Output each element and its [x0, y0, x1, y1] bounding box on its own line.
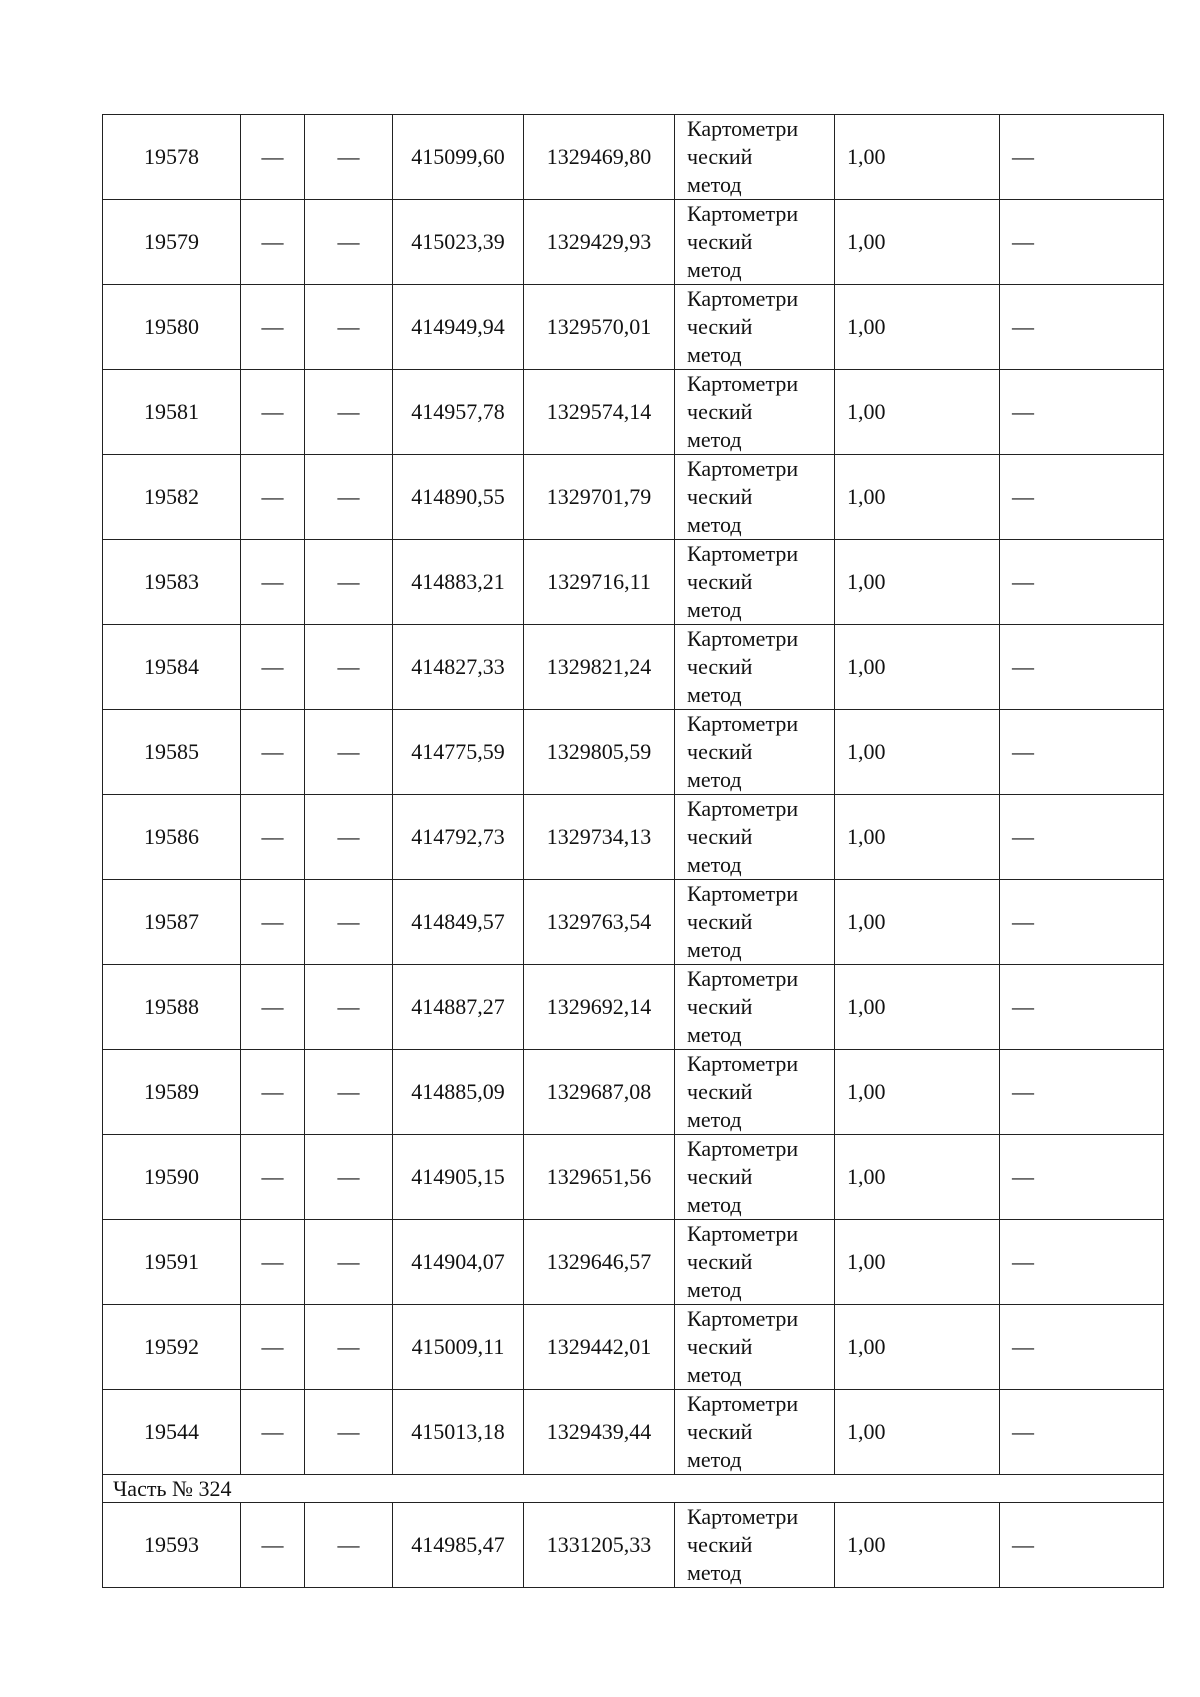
y-coordinate-cell: 1329651,56	[524, 1135, 675, 1220]
x-coordinate-cell: 414792,73	[393, 795, 524, 880]
empty-dash-cell: —	[1000, 285, 1164, 370]
table-row	[103, 1135, 1164, 1220]
method-text-line: Картометри	[687, 1051, 799, 1076]
method-cell	[675, 1390, 835, 1475]
method-cell	[675, 625, 835, 710]
method-text-line: Картометри	[687, 881, 799, 906]
x-coordinate-cell: 414949,94	[393, 285, 524, 370]
point-number-cell: 19592	[103, 1305, 241, 1390]
table-row	[103, 1503, 1164, 1588]
empty-dash-cell: —	[241, 1220, 305, 1305]
empty-dash-cell: —	[241, 965, 305, 1050]
x-coordinate-cell: 414775,59	[393, 710, 524, 795]
empty-dash-cell: —	[241, 540, 305, 625]
empty-dash-cell: —	[1000, 115, 1164, 200]
point-number-cell: 19579	[103, 200, 241, 285]
empty-dash-cell: —	[305, 625, 393, 710]
method-text-line: метод	[687, 937, 742, 962]
method-text-line: метод	[687, 597, 742, 622]
y-coordinate-cell: 1329692,14	[524, 965, 675, 1050]
method-text-line: метод	[687, 1107, 742, 1132]
empty-dash-cell: —	[241, 370, 305, 455]
x-coordinate-cell: 414887,27	[393, 965, 524, 1050]
empty-dash-cell: —	[305, 370, 393, 455]
table-row	[103, 710, 1164, 795]
method-text-line: ческий	[687, 144, 753, 169]
empty-dash-cell: —	[305, 1135, 393, 1220]
y-coordinate-cell: 1329442,01	[524, 1305, 675, 1390]
y-coordinate-cell: 1329469,80	[524, 115, 675, 200]
method-cell	[675, 795, 835, 880]
method-text-line: ческий	[687, 739, 753, 764]
empty-dash-cell: —	[305, 1305, 393, 1390]
empty-dash-cell: —	[1000, 1220, 1164, 1305]
y-coordinate-cell: 1329805,59	[524, 710, 675, 795]
point-number-cell: 19585	[103, 710, 241, 795]
empty-dash-cell: —	[1000, 795, 1164, 880]
x-coordinate-cell: 414890,55	[393, 455, 524, 540]
x-coordinate-cell: 415009,11	[393, 1305, 524, 1390]
empty-dash-cell: —	[241, 1135, 305, 1220]
method-text-line: ческий	[687, 824, 753, 849]
empty-dash-cell: —	[305, 1390, 393, 1475]
method-cell	[675, 1135, 835, 1220]
empty-dash-cell: —	[1000, 880, 1164, 965]
point-number-cell: 19591	[103, 1220, 241, 1305]
method-text-line: Картометри	[687, 541, 799, 566]
point-number-cell: 19544	[103, 1390, 241, 1475]
point-number-cell: 19590	[103, 1135, 241, 1220]
table-row	[103, 200, 1164, 285]
x-coordinate-cell: 415013,18	[393, 1390, 524, 1475]
precision-cell: 1,00	[835, 795, 1000, 880]
method-text-line: ческий	[687, 1249, 753, 1274]
point-number-cell: 19586	[103, 795, 241, 880]
method-cell	[675, 1305, 835, 1390]
empty-dash-cell: —	[241, 1305, 305, 1390]
method-text-line: Картометри	[687, 1504, 799, 1529]
precision-cell: 1,00	[835, 965, 1000, 1050]
method-text-line: ческий	[687, 1334, 753, 1359]
method-text-line: ческий	[687, 314, 753, 339]
method-text-line: Картометри	[687, 1306, 799, 1331]
method-text-line: метод	[687, 257, 742, 282]
empty-dash-cell: —	[241, 1390, 305, 1475]
empty-dash-cell: —	[1000, 1135, 1164, 1220]
method-text-line: метод	[687, 512, 742, 537]
method-text-line: метод	[687, 852, 742, 877]
y-coordinate-cell: 1329687,08	[524, 1050, 675, 1135]
method-text-line: метод	[687, 1192, 742, 1217]
x-coordinate-cell: 414883,21	[393, 540, 524, 625]
x-coordinate-cell: 414885,09	[393, 1050, 524, 1135]
precision-cell: 1,00	[835, 540, 1000, 625]
table-row	[103, 1305, 1164, 1390]
precision-cell: 1,00	[835, 710, 1000, 795]
method-text-line: метод	[687, 1560, 742, 1585]
empty-dash-cell: —	[305, 1220, 393, 1305]
x-coordinate-cell: 414905,15	[393, 1135, 524, 1220]
precision-cell: 1,00	[835, 1135, 1000, 1220]
point-number-cell: 19582	[103, 455, 241, 540]
table-row	[103, 965, 1164, 1050]
empty-dash-cell: —	[305, 880, 393, 965]
empty-dash-cell: —	[241, 1050, 305, 1135]
method-cell	[675, 880, 835, 965]
x-coordinate-cell: 414985,47	[393, 1503, 524, 1588]
empty-dash-cell: —	[1000, 200, 1164, 285]
y-coordinate-cell: 1329821,24	[524, 625, 675, 710]
y-coordinate-cell: 1329701,79	[524, 455, 675, 540]
empty-dash-cell: —	[305, 710, 393, 795]
table-body	[103, 115, 1164, 1588]
method-text-line: метод	[687, 1362, 742, 1387]
table-row	[103, 1050, 1164, 1135]
method-text-line: ческий	[687, 399, 753, 424]
empty-dash-cell: —	[305, 115, 393, 200]
x-coordinate-cell: 415099,60	[393, 115, 524, 200]
method-cell	[675, 710, 835, 795]
empty-dash-cell: —	[1000, 1390, 1164, 1475]
method-cell	[675, 200, 835, 285]
method-text-line: ческий	[687, 1419, 753, 1444]
method-text-line: ческий	[687, 1532, 753, 1557]
precision-cell: 1,00	[835, 1503, 1000, 1588]
point-number-cell: 19588	[103, 965, 241, 1050]
method-text-line: Картометри	[687, 1391, 799, 1416]
empty-dash-cell: —	[241, 455, 305, 540]
precision-cell: 1,00	[835, 285, 1000, 370]
empty-dash-cell: —	[241, 880, 305, 965]
y-coordinate-cell: 1329574,14	[524, 370, 675, 455]
method-text-line: Картометри	[687, 456, 799, 481]
method-text-line: метод	[687, 1022, 742, 1047]
method-text-line: Картометри	[687, 796, 799, 821]
method-cell	[675, 1503, 835, 1588]
point-number-cell: 19587	[103, 880, 241, 965]
empty-dash-cell: —	[305, 795, 393, 880]
precision-cell: 1,00	[835, 370, 1000, 455]
table-row	[103, 1220, 1164, 1305]
table-row	[103, 540, 1164, 625]
method-text-line: метод	[687, 172, 742, 197]
x-coordinate-cell: 414849,57	[393, 880, 524, 965]
method-text-line: Картометри	[687, 626, 799, 651]
method-text-line: ческий	[687, 909, 753, 934]
precision-cell: 1,00	[835, 200, 1000, 285]
y-coordinate-cell: 1329429,93	[524, 200, 675, 285]
table-row	[103, 795, 1164, 880]
method-cell	[675, 370, 835, 455]
method-text-line: Картометри	[687, 371, 799, 396]
empty-dash-cell: —	[305, 1050, 393, 1135]
empty-dash-cell: —	[305, 455, 393, 540]
point-number-cell: 19580	[103, 285, 241, 370]
method-text-line: ческий	[687, 484, 753, 509]
method-cell	[675, 455, 835, 540]
method-text-line: Картометри	[687, 1221, 799, 1246]
point-number-cell: 19589	[103, 1050, 241, 1135]
method-cell	[675, 1050, 835, 1135]
method-text-line: Картометри	[687, 966, 799, 991]
empty-dash-cell: —	[241, 1503, 305, 1588]
method-text-line: метод	[687, 1447, 742, 1472]
precision-cell: 1,00	[835, 625, 1000, 710]
method-text-line: ческий	[687, 654, 753, 679]
empty-dash-cell: —	[305, 1503, 393, 1588]
empty-dash-cell: —	[241, 200, 305, 285]
table-row	[103, 115, 1164, 200]
y-coordinate-cell: 1329716,11	[524, 540, 675, 625]
empty-dash-cell: —	[1000, 1305, 1164, 1390]
y-coordinate-cell: 1329734,13	[524, 795, 675, 880]
point-number-cell: 19583	[103, 540, 241, 625]
empty-dash-cell: —	[1000, 370, 1164, 455]
empty-dash-cell: —	[305, 965, 393, 1050]
point-number-cell: 19578	[103, 115, 241, 200]
empty-dash-cell: —	[241, 795, 305, 880]
table-row	[103, 880, 1164, 965]
table-row	[103, 1390, 1164, 1475]
method-text-line: ческий	[687, 1164, 753, 1189]
method-text-line: метод	[687, 342, 742, 367]
method-text-line: метод	[687, 427, 742, 452]
method-text-line: ческий	[687, 994, 753, 1019]
method-text-line: ческий	[687, 569, 753, 594]
method-text-line: метод	[687, 1277, 742, 1302]
table-row	[103, 285, 1164, 370]
empty-dash-cell: —	[1000, 1503, 1164, 1588]
precision-cell: 1,00	[835, 1050, 1000, 1135]
precision-cell: 1,00	[835, 880, 1000, 965]
x-coordinate-cell: 414957,78	[393, 370, 524, 455]
method-text-line: ческий	[687, 1079, 753, 1104]
method-text-line: Картометри	[687, 116, 799, 141]
method-text-line: Картометри	[687, 201, 799, 226]
method-text-line: метод	[687, 682, 742, 707]
method-cell	[675, 540, 835, 625]
empty-dash-cell: —	[305, 285, 393, 370]
method-text-line: метод	[687, 767, 742, 792]
precision-cell: 1,00	[835, 1220, 1000, 1305]
method-text-line: ческий	[687, 229, 753, 254]
empty-dash-cell: —	[241, 625, 305, 710]
empty-dash-cell: —	[1000, 1050, 1164, 1135]
section-label: Часть № 324	[103, 1475, 1164, 1503]
y-coordinate-cell: 1329570,01	[524, 285, 675, 370]
y-coordinate-cell: 1329646,57	[524, 1220, 675, 1305]
empty-dash-cell: —	[1000, 625, 1164, 710]
y-coordinate-cell: 1329439,44	[524, 1390, 675, 1475]
empty-dash-cell: —	[1000, 540, 1164, 625]
empty-dash-cell: —	[1000, 710, 1164, 795]
method-cell	[675, 115, 835, 200]
precision-cell: 1,00	[835, 115, 1000, 200]
x-coordinate-cell: 415023,39	[393, 200, 524, 285]
method-cell	[675, 285, 835, 370]
precision-cell: 1,00	[835, 1305, 1000, 1390]
empty-dash-cell: —	[305, 540, 393, 625]
point-number-cell: 19584	[103, 625, 241, 710]
precision-cell: 1,00	[835, 1390, 1000, 1475]
table-row	[103, 370, 1164, 455]
x-coordinate-cell: 414904,07	[393, 1220, 524, 1305]
empty-dash-cell: —	[1000, 455, 1164, 540]
precision-cell: 1,00	[835, 455, 1000, 540]
section-header-row	[103, 1475, 1164, 1503]
method-cell	[675, 965, 835, 1050]
method-text-line: Картометри	[687, 1136, 799, 1161]
empty-dash-cell: —	[241, 285, 305, 370]
point-number-cell: 19593	[103, 1503, 241, 1588]
table-row	[103, 455, 1164, 540]
empty-dash-cell: —	[305, 200, 393, 285]
coordinates-table	[102, 114, 1164, 1588]
point-number-cell: 19581	[103, 370, 241, 455]
empty-dash-cell: —	[1000, 965, 1164, 1050]
x-coordinate-cell: 414827,33	[393, 625, 524, 710]
empty-dash-cell: —	[241, 710, 305, 795]
method-cell	[675, 1220, 835, 1305]
method-text-line: Картометри	[687, 286, 799, 311]
table-row	[103, 625, 1164, 710]
y-coordinate-cell: 1329763,54	[524, 880, 675, 965]
y-coordinate-cell: 1331205,33	[524, 1503, 675, 1588]
empty-dash-cell: —	[241, 115, 305, 200]
method-text-line: Картометри	[687, 711, 799, 736]
